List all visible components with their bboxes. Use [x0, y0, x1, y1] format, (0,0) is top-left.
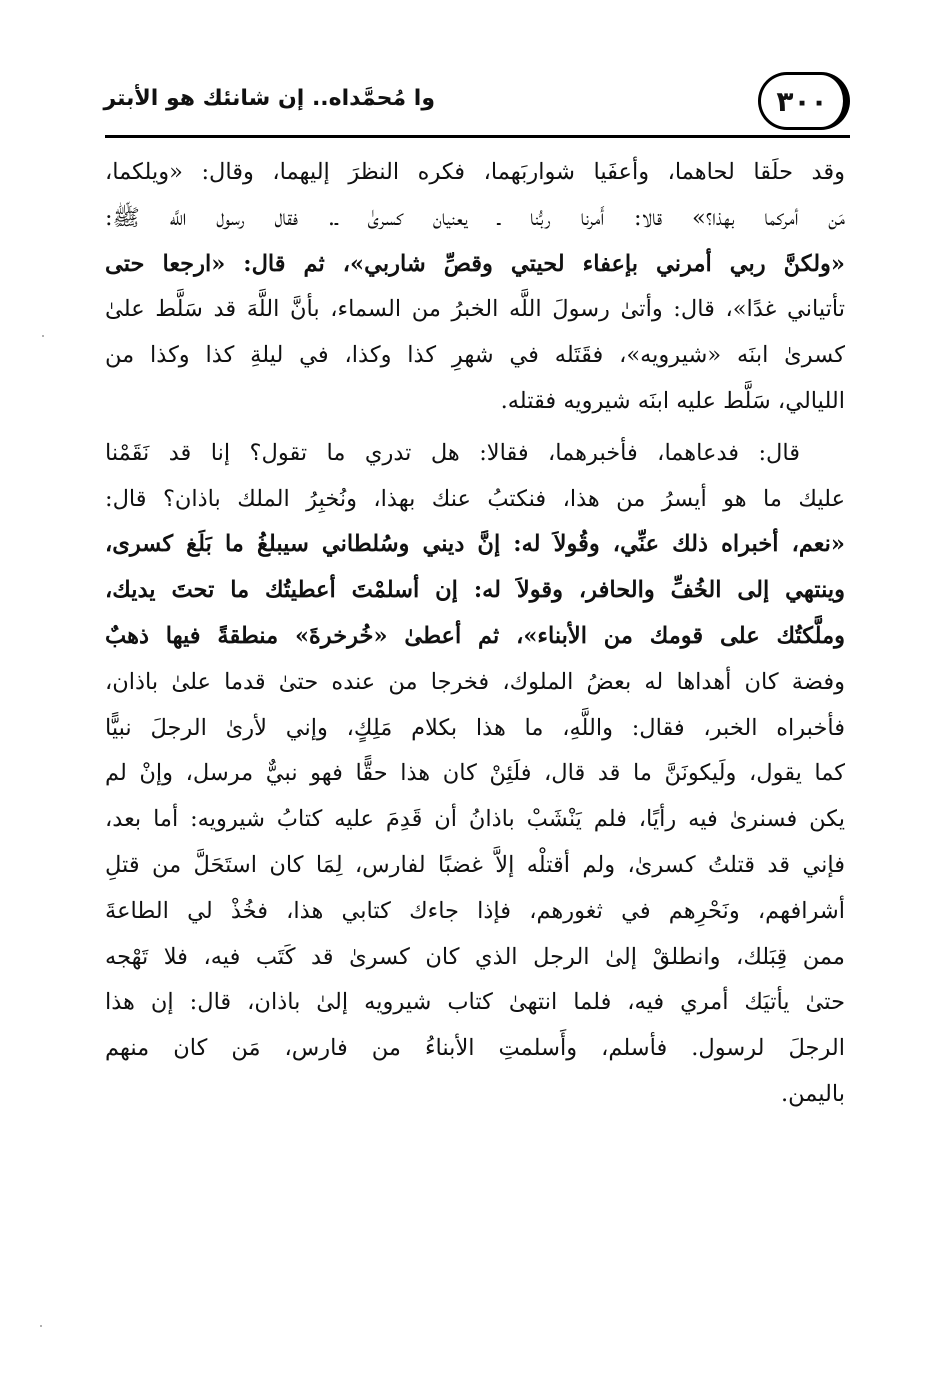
text-line: وملَّكتُك على قومك من الأبناء»، ثم أعطىٰ «خُرخرةَ» منطقةً فيها ذهبٌ: [105, 622, 845, 649]
text-line: كما يقول، ولَيكونَنَّ ما قد قال، فلَئِنْ كان هذا حقًّا فهو نبيٌّ مرسل، وإنْ لم: [105, 760, 845, 787]
scan-speck: [42, 335, 44, 337]
text-line: ممن قِبَلك، وانطلقْ إلىٰ الرجل الذي كان كسرىٰ قد كَتَب فيه، فلا تَهْجه: [105, 943, 845, 970]
text-line: «نعم، أخبراه ذلك عنِّي، وقُولاَ له: إنَّ ديني وسُلطاني سيبلغُ ما بَلَغ كسرى،: [105, 531, 845, 558]
text-line: باليمن.: [780, 1080, 845, 1107]
text-line: وينتهي إلى الخُفِّ والحافر، وقولاَ له: إن أسلمْتَ أعطيتُك ما تحتَ يديك،: [105, 577, 845, 604]
text-line: «ولكنَّ ربي أمرني بإعفاء لحيتي وقصِّ شاربي»، ثم قال: «ارجعا حتى: [105, 250, 845, 277]
text-line: فإني قد قتلتُ كسرىٰ، ولم أقتلْه إلاَّ غضبًا لفارس، لِمَا كان استَحَلَّ من قتلِ: [105, 851, 845, 878]
page-number: ٣٠٠: [758, 72, 850, 130]
text-line: الليالي، سَلَّط عليه ابنَه شيرويه فقتله.: [500, 387, 845, 414]
text-line: الرجلَ لرسول. فأسلم، وأَسلمتِ الأبناءُ من فارس، مَن كان منهم: [105, 1035, 845, 1062]
text-line: تأتياني غدًا»، قال: وأتىٰ رسولَ اللَّه الخبرُ من السماء، بأنَّ اللَّهَ قد سَلَّط علىٰ: [105, 296, 845, 323]
text-line: وقد حلَقا لحاهما، وأعفَيا شواربَهما، فكره النظرَ إليهما، وقال: «ويلكما،: [105, 159, 845, 185]
text-line: يكن فسنرىٰ فيه رأيًا، فلم يَنْشَبْ باذانُ أن قَدِمَ عليه كتابُ شيرويه: أما بعد،: [105, 806, 845, 833]
running-title: وا مُحمَّداه.. إن شانئك هو الأبتر: [103, 86, 435, 111]
text-line: حتىٰ يأتيَك أمري فيه، فلما انتهىٰ كتاب شيرويه إلىٰ باذان، قال: إن هذا: [105, 989, 845, 1016]
header-rule: [105, 135, 850, 138]
text-line: قال: فدعاهما، فأخبرهما، فقالا: هل تدري ما تقول؟ إنا قد نَقَمْنا: [105, 439, 800, 466]
text-line: كسرىٰ ابنَه «شيرويه»، فقَتَله في شهرِ كذا وكذا، في ليلةِ كذا وكذا من: [105, 342, 845, 369]
paragraph-1: [105, 150, 845, 425]
scan-speck: [40, 1325, 42, 1327]
paragraph-2: [105, 431, 845, 1118]
page-header: [105, 72, 850, 138]
text-line: فأخبراه الخبر، فقال: واللَّهِ، ما هذا بكلام مَلِكٍ، وإني لأرىٰ الرجلَ نبيًّا: [105, 714, 845, 741]
text-line: وفضة كان أهداها له بعضُ الملوك، فخرجا من عنده حتىٰ قدما علىٰ باذان،: [105, 668, 845, 695]
text-line: أشرافهم، ونَحْرِهم في ثغورهم، فإذا جاءك كتابي هذا، فخُذْ لي الطاعةَ: [105, 897, 845, 924]
text-line: عليك ما هو أيسرُ من هذا، فنكتبُ عنك بهذا، ونُخبِرُ الملك باذان؟ قال:: [105, 485, 845, 512]
text-line: مَن أمركما بهذا؟» قالا: أَمرنا ربُّنا ـ يعنيان كسرىٰ ـ. فقال رسول اللَّه ﷺ:: [105, 204, 845, 231]
body-text: [105, 150, 845, 1118]
